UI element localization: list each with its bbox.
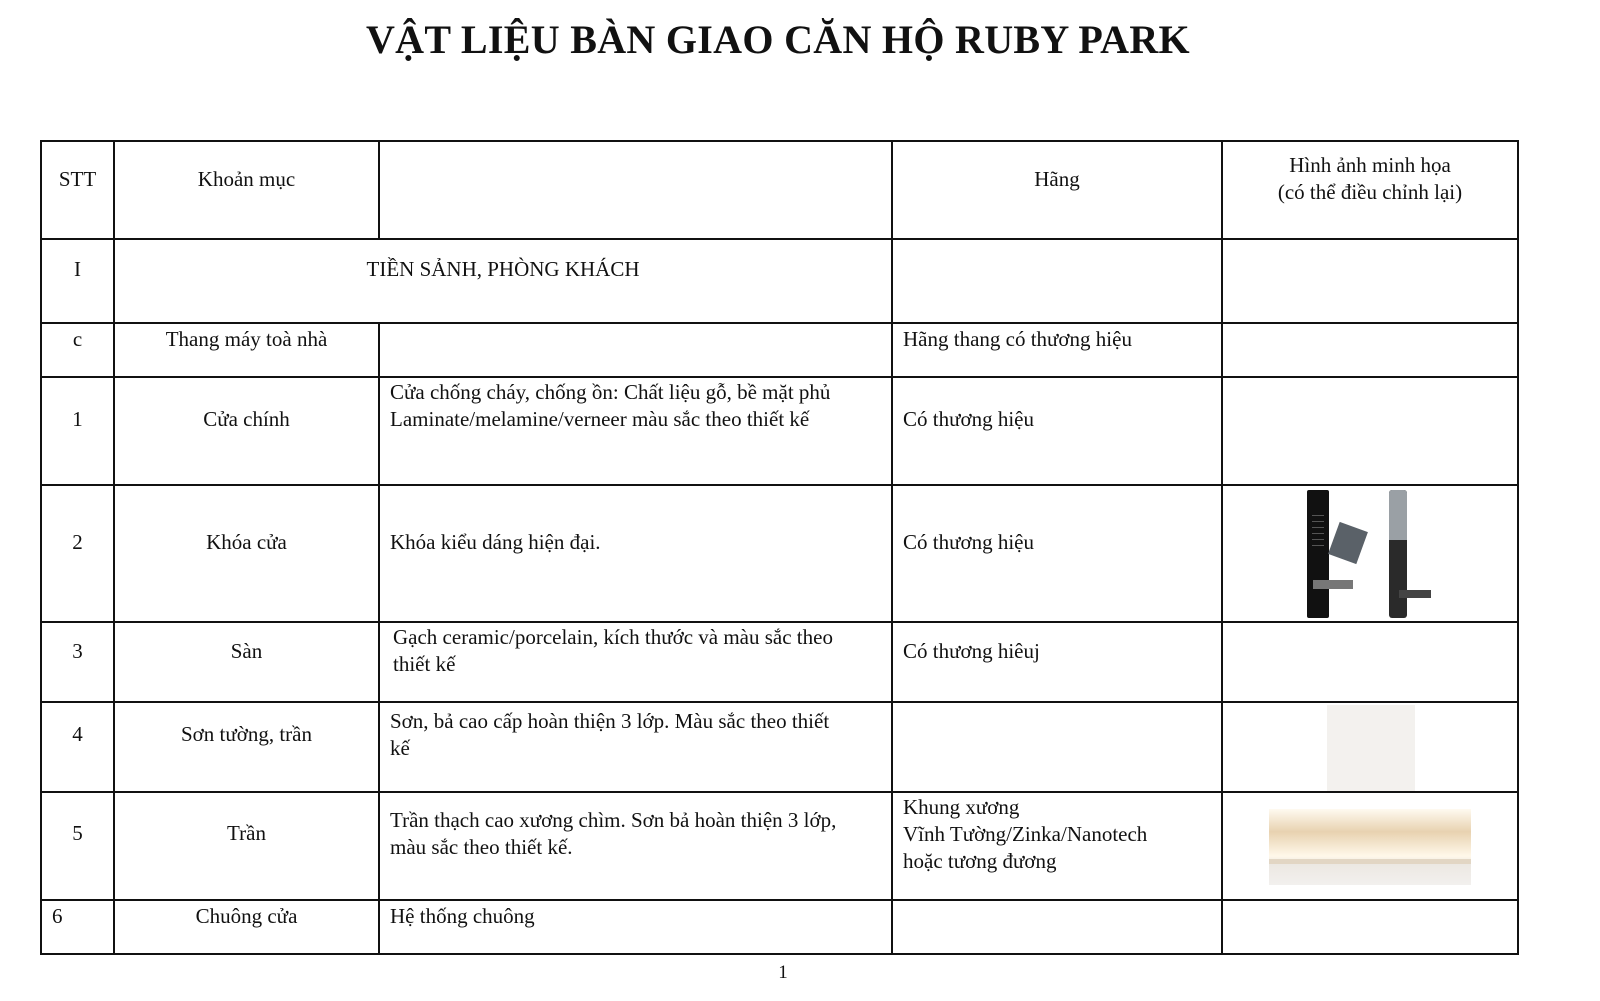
section-image — [1222, 239, 1518, 323]
section-stt: I — [41, 239, 114, 323]
table-row — [41, 622, 1518, 702]
key-card-icon — [1328, 522, 1368, 564]
header-stt: STT — [41, 141, 114, 239]
row-image — [1222, 323, 1518, 377]
table-row — [41, 377, 1518, 485]
header-brand: Hãng — [892, 141, 1222, 239]
row-item: Thang máy toà nhà — [114, 323, 379, 377]
row-description: Trần thạch cao xương chìm. Sơn bả hoàn thiện 3 lớp, màu sắc theo thiết kế. — [379, 792, 892, 900]
row-description: Khóa kiểu dáng hiện đại. — [379, 485, 892, 622]
row-image — [1222, 702, 1518, 792]
row-brand: Có thương hiệu — [892, 377, 1222, 485]
materials-table — [40, 140, 1519, 955]
brand-line: Vĩnh Tường/Zinka/Nanotech — [903, 822, 1148, 846]
document-title: VẬT LIỆU BÀN GIAO CĂN HỘ RUBY PARK — [366, 17, 1190, 62]
row-stt: 5 — [41, 792, 114, 900]
row-description: Hệ thống chuông — [379, 900, 892, 954]
brand-line: hoặc tương đương — [903, 849, 1057, 873]
header-image-line1: Hình ảnh minh họa — [1289, 153, 1451, 177]
row-image — [1222, 377, 1518, 485]
keypad-lock-icon — [1307, 490, 1329, 618]
table-header-row — [41, 141, 1518, 239]
row-stt: 4 — [41, 702, 114, 792]
header-item: Khoản mục — [114, 141, 379, 239]
row-description: Gạch ceramic/porcelain, kích thước và màu sắc theo thiết kế — [379, 622, 892, 702]
row-image — [1222, 485, 1518, 622]
section-brand — [892, 239, 1222, 323]
row-brand: Có thương hiệu — [892, 485, 1222, 622]
header-description — [379, 141, 892, 239]
row-brand — [892, 702, 1222, 792]
section-title: TIỀN SẢNH, PHÒNG KHÁCH — [114, 239, 892, 323]
row-brand — [892, 792, 1222, 900]
row-image — [1222, 900, 1518, 954]
row-stt: 3 — [41, 622, 114, 702]
door-lock-image — [1301, 488, 1439, 620]
header-image — [1222, 141, 1518, 239]
brand-line: Khung xương — [903, 795, 1020, 819]
page-number: 1 — [778, 962, 788, 983]
section-row — [41, 239, 1518, 323]
table-row — [41, 485, 1518, 622]
row-brand — [892, 900, 1222, 954]
row-item: Sàn — [114, 622, 379, 702]
row-image — [1222, 622, 1518, 702]
paint-swatch-image — [1327, 705, 1415, 791]
row-stt: c — [41, 323, 114, 377]
row-item: Khóa cửa — [114, 485, 379, 622]
row-item: Cửa chính — [114, 377, 379, 485]
row-brand: Có thương hiêuj — [892, 622, 1222, 702]
table-row — [41, 702, 1518, 792]
row-brand: Hãng thang có thương hiệu — [892, 323, 1222, 377]
row-item: Sơn tường, trần — [114, 702, 379, 792]
row-description: Cửa chống cháy, chống ồn: Chất liệu gỗ, bề mặt phủ Laminate/melamine/verneer màu sắc theo thiết kế — [379, 377, 892, 485]
row-item: Chuông cửa — [114, 900, 379, 954]
row-stt: 2 — [41, 485, 114, 622]
row-description: Sơn, bả cao cấp hoàn thiện 3 lớp. Màu sắc theo thiết kế — [379, 702, 892, 792]
table-row — [41, 900, 1518, 954]
header-image-line2: (có thể điều chỉnh lại) — [1277, 180, 1463, 204]
fingerprint-lock-icon — [1389, 490, 1407, 618]
row-description — [379, 323, 892, 377]
ceiling-image — [1269, 809, 1471, 885]
row-stt: 1 — [41, 377, 114, 485]
table-row — [41, 792, 1518, 900]
row-image — [1222, 792, 1518, 900]
row-item: Trần — [114, 792, 379, 900]
table-row — [41, 323, 1518, 377]
row-stt: 6 — [41, 900, 114, 954]
